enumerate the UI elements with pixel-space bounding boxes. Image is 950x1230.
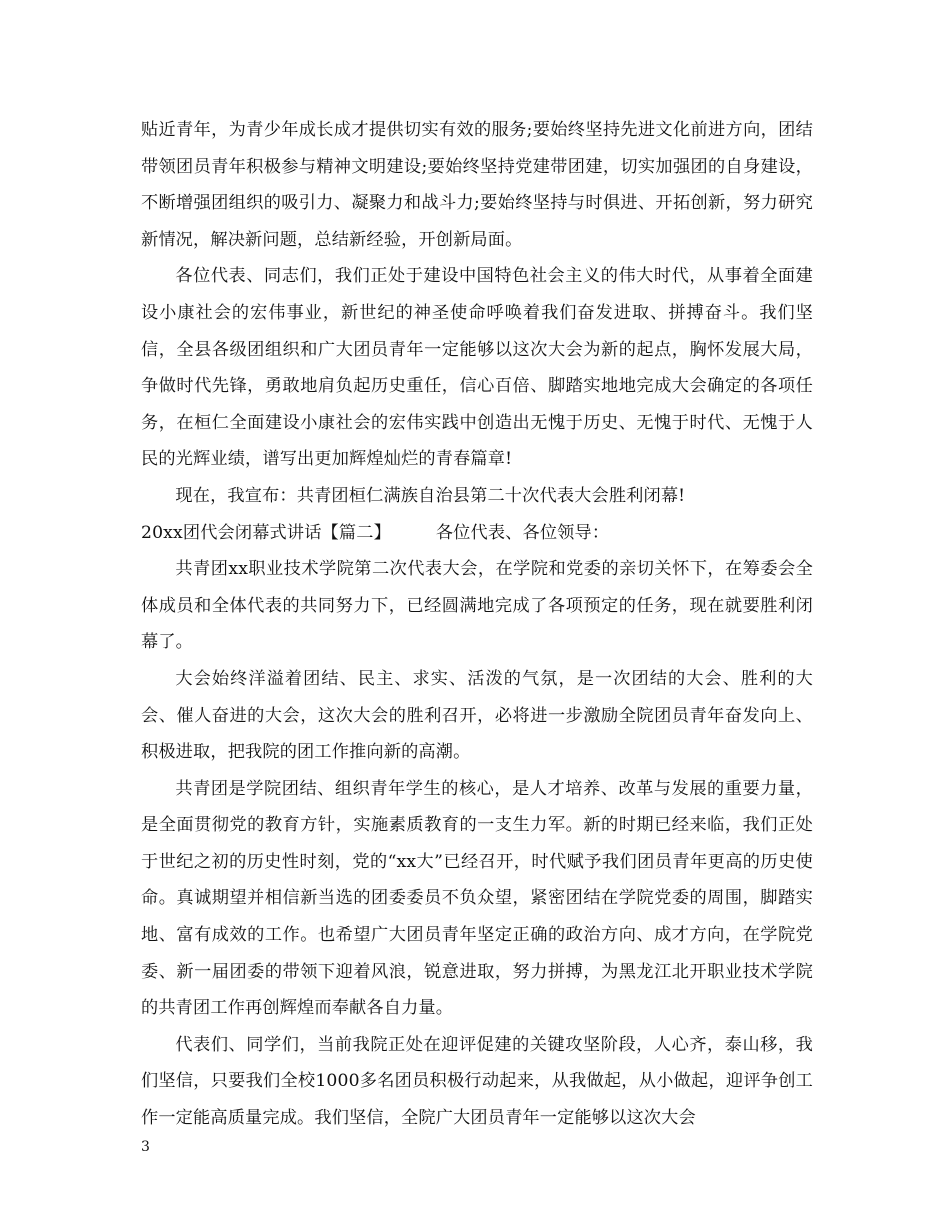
paragraph-1: 贴近青年，为青少年成长成才提供切实有效的服务;要始终坚持先进文化前进方向，团结带领团员青年积极参与精神文明建设;要始终坚持党建带团建，切实加强团的自身建设，不断增强团组织的吸引力、凝聚力和战斗力;要始终坚持与时俱进、开拓创新，努力研究新情况，解决新问题，总结新经验，开创新局面。 xyxy=(141,120,813,250)
paragraph-3: 现在，我宣布：共青团桓仁满族自治县第二十次代表大会胜利闭幕! xyxy=(175,485,686,506)
document-body xyxy=(141,112,813,1137)
paragraph-7: 共青团是学院团结、组织青年学生的核心，是人才培养、改革与发展的重要力量，是全面贯彻党的教育方针，实施素质教育的一支生力军。新的时期已经来临，我们正处于世纪之初的历史性时刻，党的“xx大”已经召开，时代赋予我们团员青年更高的历史使命。真诚期望并相信新当选的团委委员不负众望，紧密团结在学院党委的周围，脚踏实地、富有成效的工作。也希望广大团员青年坚定正确的政治方向、成才方向，在学院党委、新一届团委的带领下迎着风浪，锐意进取，努力拼搏，为黑龙江北开职业技术学院的共青团工作再创辉煌而奉献各自力量。 xyxy=(141,778,813,1019)
paragraph-2: 各位代表、同志们，我们正处于建设中国特色社会主义的伟大时代，从事着全面建设小康社会的宏伟事业，新世纪的神圣使命呼唤着我们奋发进取、拼搏奋斗。我们坚信，全县各级团组织和广大团员青年一定能够以这次大会为新的起点，胸怀发展大局，争做时代先锋，勇敢地肩负起历史重任，信心百倍、脚踏实地地完成大会确定的各项任务，在桓仁全面建设小康社会的宏伟实践中创造出无愧于历史、无愧于时代、无愧于人民的光辉业绩，谱写出更加辉煌灿烂的青春篇章! xyxy=(141,266,813,470)
section-heading: 20xx团代会闭幕式讲话【篇二】 各位代表、各位领导： xyxy=(141,522,610,543)
paragraph-5: 共青团xx职业技术学院第二次代表大会，在学院和党委的亲切关怀下，在筹委会全体成员和全体代表的共同努力下，已经圆满地完成了各项预定的任务，现在就要胜利闭幕了。 xyxy=(141,559,813,653)
page-number: 3 xyxy=(141,1139,150,1155)
paragraph-6: 大会始终洋溢着团结、民主、求实、活泼的气氛，是一次团结的大会、胜利的大会、催人奋进的大会，这次大会的胜利召开，必将进一步激励全院团员青年奋发向上、积极进取，把我院的团工作推向新的高潮。 xyxy=(141,668,813,763)
paragraph-8: 代表们、同学们，当前我院正处在迎评促建的关键攻坚阶段，人心齐，泰山移，我们坚信，只要我们全校1000多名团员积极行动起来，从我做起，从小做起，迎评争创工作一定能高质量完成。我们坚信，全院广大团员青年一定能够以这次大会 xyxy=(141,1034,813,1129)
